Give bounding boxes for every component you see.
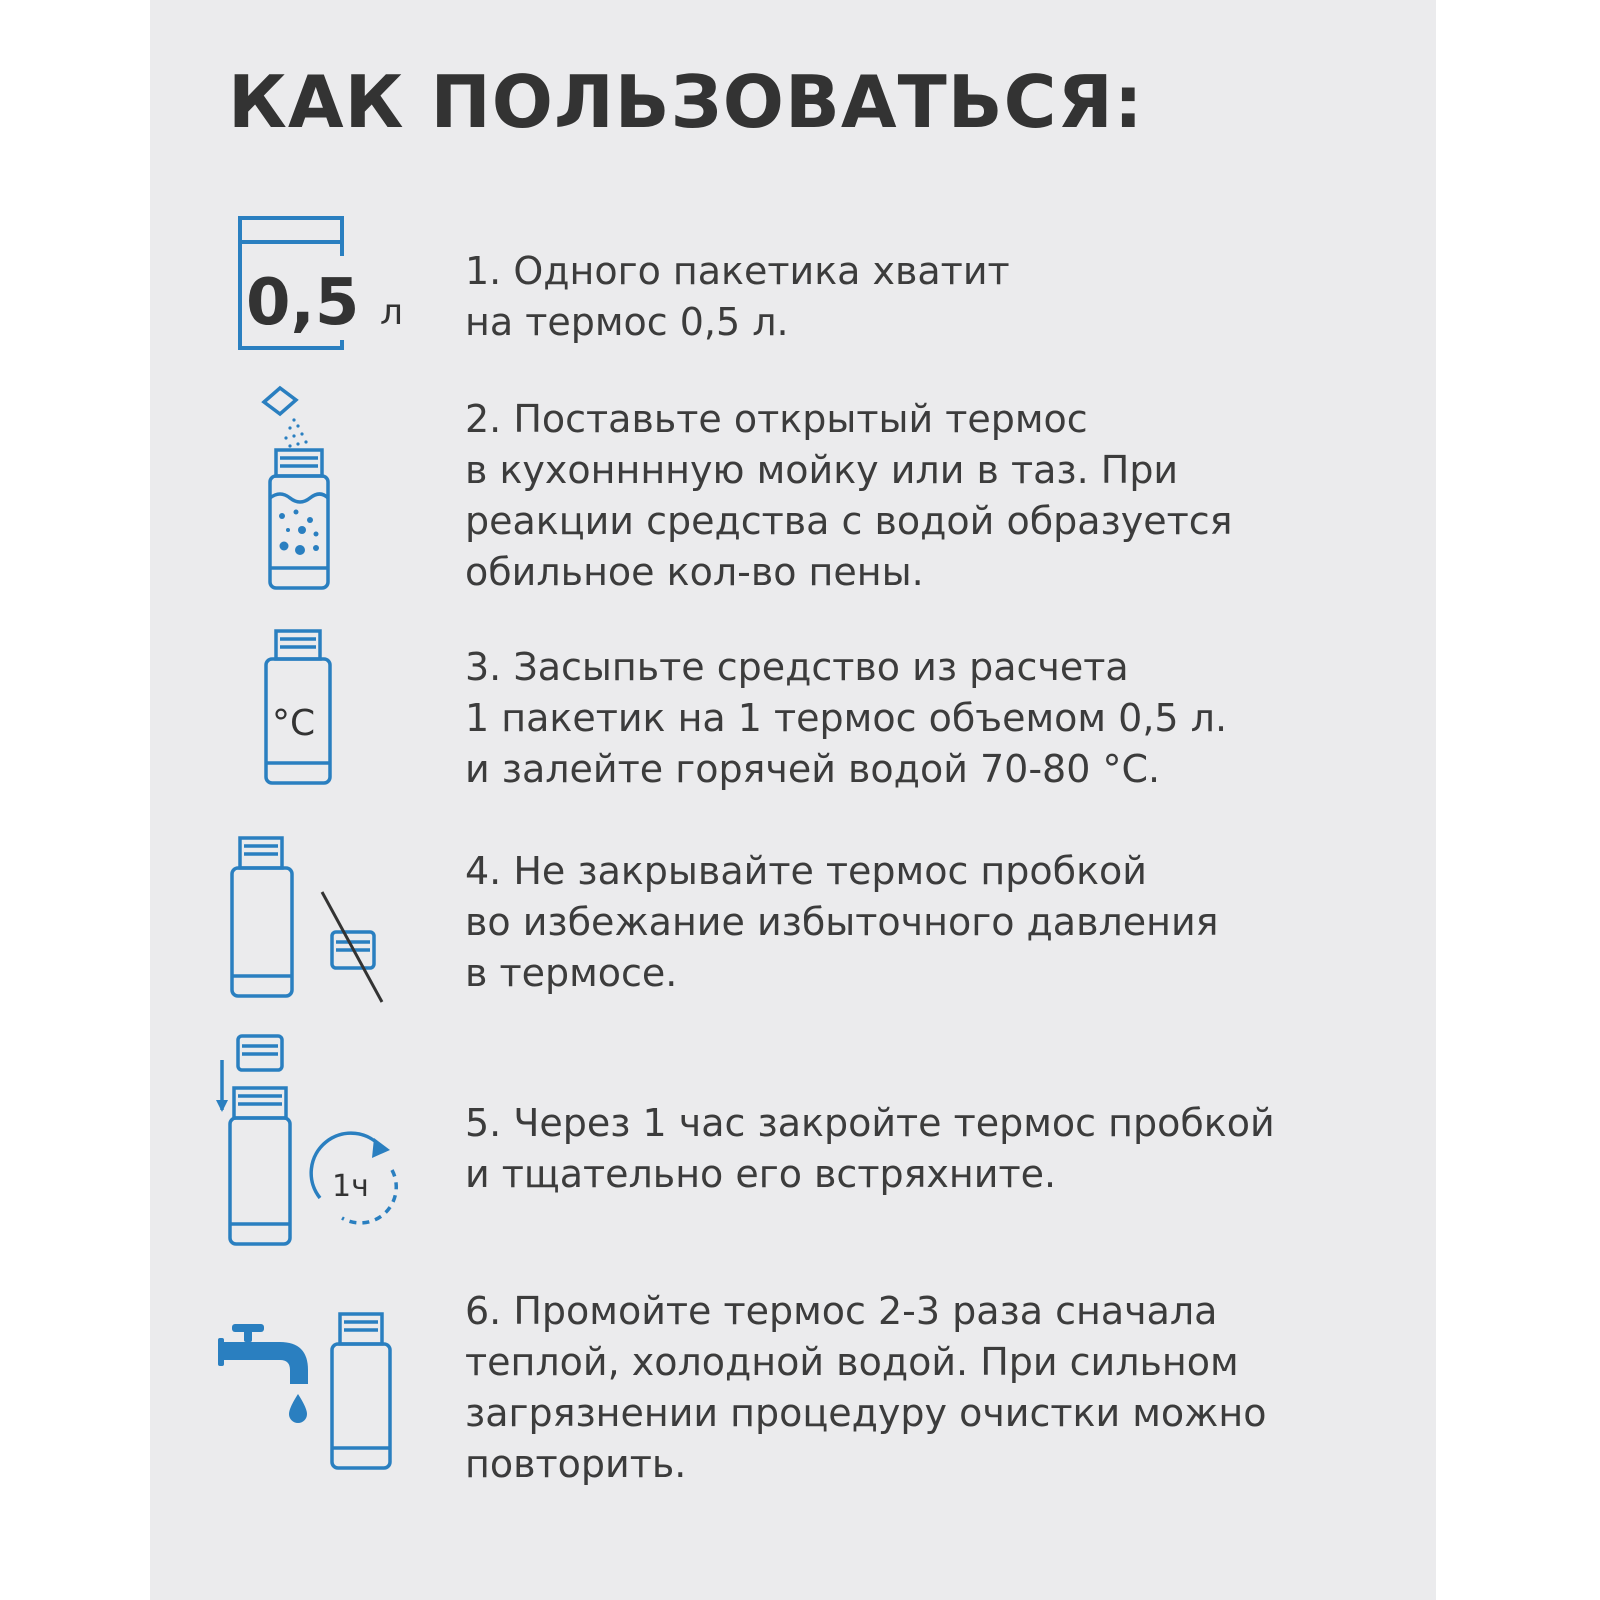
step-3-line: и залейте горячей водой 70-80 °С.	[465, 747, 1161, 791]
temperature-symbol: °С	[272, 703, 316, 744]
packet-volume-unit: л	[380, 292, 404, 333]
step-3-line: 3. Засыпьте средство из расчета	[465, 645, 1129, 689]
step-6-line: 6. Промойте термос 2-3 раза сначала	[465, 1289, 1218, 1333]
packet-volume-icon	[230, 212, 420, 362]
step-2-line: в кухонннную мойку или в таз. При	[465, 448, 1179, 492]
step-1-line: 1. Одного пакетика хватит	[465, 249, 1010, 293]
thermos-close-timer-icon	[212, 1030, 412, 1270]
step-2-line: обильное кол-во пены.	[465, 550, 924, 594]
timer-label: 1ч	[332, 1169, 369, 1204]
step-6-line: загрязнении процедуру очистки можно	[465, 1391, 1267, 1435]
step-5-line: 5. Через 1 час закройте термос пробкой	[465, 1101, 1275, 1145]
step-6-line: теплой, холодной водой. При сильном	[465, 1340, 1239, 1384]
packet-volume-value: 0,5	[246, 266, 360, 340]
step-2	[465, 394, 1233, 598]
thermos-temperature-icon	[260, 625, 340, 800]
faucet-rinse-icon	[214, 1300, 404, 1480]
step-4	[465, 846, 1219, 999]
step-3-line: 1 пакетик на 1 термос объемом 0,5 л.	[465, 696, 1228, 740]
step-2-line: реакции средства с водой образуется	[465, 499, 1233, 543]
thermos-no-cap-icon	[226, 830, 396, 1010]
step-1	[465, 246, 1010, 348]
step-4-line: в термосе.	[465, 951, 678, 995]
step-6-line: повторить.	[465, 1442, 687, 1486]
instruction-panel	[150, 0, 1436, 1600]
thermos-foam-icon	[250, 380, 360, 605]
step-5-line: и тщательно его встряхните.	[465, 1152, 1057, 1196]
step-3	[465, 642, 1227, 795]
step-1-line: на термос 0,5 л.	[465, 300, 789, 344]
step-5	[465, 1098, 1275, 1200]
step-4-line: во избежание избыточного давления	[465, 900, 1219, 944]
step-2-line: 2. Поставьте открытый термос	[465, 397, 1088, 441]
step-6	[465, 1286, 1267, 1490]
page-title: КАК ПОЛЬЗОВАТЬСЯ:	[228, 60, 1144, 144]
step-4-line: 4. Не закрывайте термос пробкой	[465, 849, 1147, 893]
